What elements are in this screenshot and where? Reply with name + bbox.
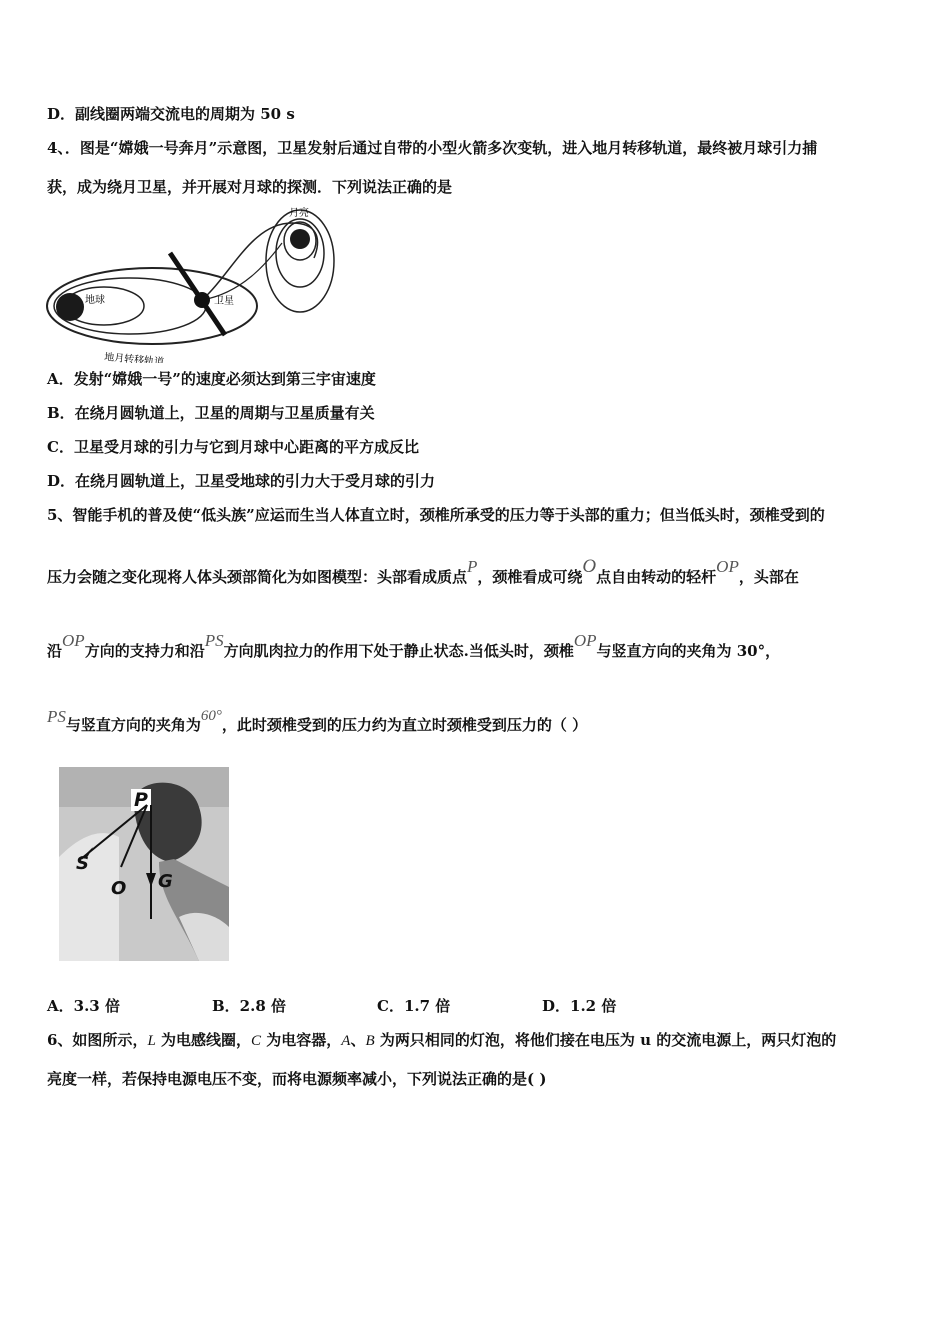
symbol-OP: OP [62,631,85,650]
earth-moon-orbit-figure [42,203,342,363]
symbol-O: O [582,556,597,577]
q5-text: 压力会随之变化现将人体头颈部简化为如图模型：头部看成质点 [47,568,468,586]
q5-stem-line2 [47,556,799,588]
q6-text: 6、如图所示， [47,1031,148,1049]
label-O: O [111,878,127,899]
q6-stem-line2: 亮度一样，若保持电源电压不变，而将电源频率减小，下列说法正确的是( ) [47,1070,547,1088]
q5-text: 方向的支持力和沿 [84,642,205,660]
q5-stem-line4 [47,707,588,735]
q5-stem-line1: 5、智能手机的普及使“低头族”应运而生当人体直立时，颈椎所承受的压力等于头部的重力；但当低头时，颈椎受到的 [47,506,825,524]
q4-stem-line1: 4、．图是“嫦娥一号奔月”示意图，卫星发射后通过自带的小型火箭多次变轨，进入地月转移轨道，最终被月球引力捕 [47,139,818,157]
q5-option-c: C．1.7 倍 [377,997,451,1015]
symbol-PS: PS [47,707,66,726]
moon-icon [290,229,310,249]
symbol-L: L [147,1033,156,1049]
earth-icon [56,293,84,321]
q5-text: ，头部在 [738,568,799,586]
q3-option-d: D．副线圈两端交流电的周期为 50 s [47,105,295,123]
head-neck-photo [59,767,229,961]
q5-text: ，此时颈椎受到的压力约为直立时颈椎受到压力的（ ） [221,716,588,734]
q5-option-a: A．3.3 倍 [47,997,120,1015]
q6-stem-line1 [47,1029,836,1050]
earth-label: 地球 [85,295,105,306]
transfer-orbit-label: 地月转移轨道 [103,352,165,363]
q6-text: 、 [350,1031,366,1049]
q5-text: 与竖直方向的夹角为 30°， [596,642,781,660]
q5-text: 点自由转动的轻杆 [596,568,717,586]
q5-text: ，颈椎看成可绕 [477,568,583,586]
q5-stem-line3 [47,631,781,661]
satellite-icon [194,292,210,308]
q4-stem-line2: 获，成为绕月卫星，并开展对月球的探测．下列说法正确的是 [47,178,453,196]
q6-text: 为两只相同的灯泡，将他们接在电压为 u 的交流电源上，两只灯泡的 [374,1031,837,1049]
label-P: P [134,789,148,811]
label-G: G [158,871,173,892]
q5-option-b: B．2.8 倍 [212,997,286,1015]
symbol-OP: OP [716,557,739,576]
q5-text: 方向肌肉拉力的作用下处于静止状态.当低头时，颈椎 [223,642,574,660]
symbol-60-degrees: 60° [200,708,222,724]
label-S: S [76,853,89,874]
symbol-PS: PS [204,631,224,650]
symbol-A: A [341,1033,351,1049]
transfer-orbit-path-2 [202,243,282,300]
symbol-B: B [365,1033,375,1049]
q5-text: 与竖直方向的夹角为 [65,716,201,734]
orbit-diagram [42,203,342,363]
q4-option-d: D．在绕月圆轨道上，卫星受地球的引力大于受月球的引力 [47,472,436,490]
q4-option-c: C．卫星受月球的引力与它到月球中心距离的平方成反比 [47,438,419,456]
symbol-OP: OP [573,631,597,650]
symbol-P: P [467,557,478,576]
q4-option-b: B．在绕月圆轨道上，卫星的周期与卫星质量有关 [47,404,375,422]
head-neck-model-figure [59,767,229,961]
satellite-label: 卫星 [214,296,234,307]
q5-option-d: D．1.2 倍 [542,997,617,1015]
q6-text: 为电感线圈， [155,1031,252,1049]
symbol-C: C [251,1033,262,1049]
q5-options [47,995,616,1016]
moon-label: 月亮 [289,208,309,219]
q5-text: 沿 [47,642,63,660]
q4-option-a: A．发射“嫦娥一号”的速度必须达到第三宇宙速度 [47,370,376,388]
q6-text: 为电容器， [261,1031,342,1049]
